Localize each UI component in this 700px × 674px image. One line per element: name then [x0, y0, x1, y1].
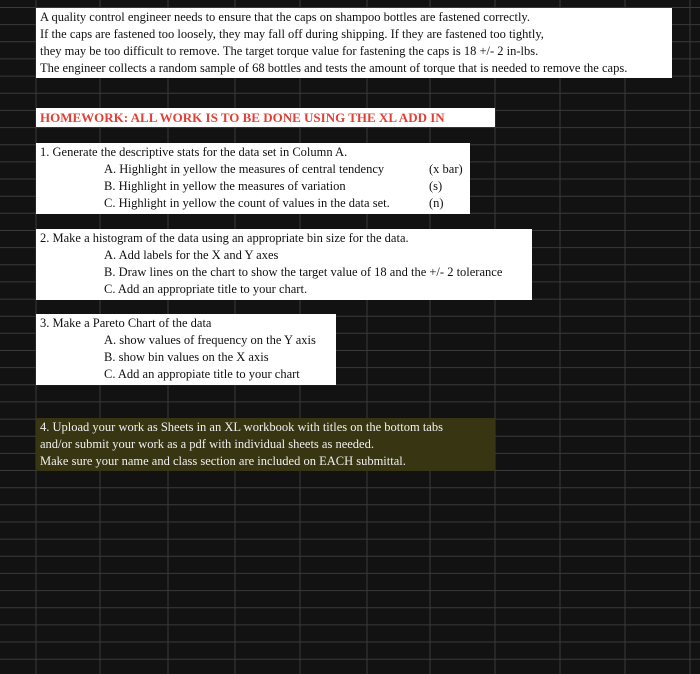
intro-line-4: The engineer collects a random sample of 68 bottles and tests the amount of torque that is needed to remove the caps. — [40, 61, 628, 75]
section-4-line-3: Make sure your name and class section are included on EACH submittal. — [40, 454, 406, 468]
section-3-title: 3. Make a Pareto Chart of the data — [40, 316, 212, 330]
intro-line-1: A quality control engineer needs to ensure that the caps on shampoo bottles are fastened correctly. — [40, 10, 530, 24]
section-1-item-c: C. Highlight in yellow the count of values in the data set. — [104, 196, 390, 210]
section-1-title: 1. Generate the descriptive stats for the data set in Column A. — [40, 145, 348, 159]
section-1-note-c: (n) — [429, 196, 444, 210]
section-2-item-c: C. Add an appropriate title to your chart. — [104, 282, 308, 296]
section-4-line-2: and/or submit your work as a pdf with individual sheets as needed. — [40, 437, 374, 451]
section-1-item-a: A. Highlight in yellow the measures of central tendency — [104, 162, 385, 176]
section-2-item-b: B. Draw lines on the chart to show the target value of 18 and the +/- 2 tolerance — [104, 265, 503, 279]
homework-heading: HOMEWORK: ALL WORK IS TO BE DONE USING THE XL ADD IN — [40, 110, 445, 125]
section-2-item-a: A. Add labels for the X and Y axes — [104, 248, 279, 262]
problem-statement — [36, 8, 672, 78]
section-4-highlighted — [36, 418, 495, 471]
homework-heading-cell — [36, 108, 495, 127]
section-2 — [36, 229, 532, 300]
section-1 — [36, 143, 470, 214]
section-3-item-c: C. Add an appropiate title to your chart — [104, 367, 300, 381]
section-3 — [36, 314, 336, 385]
intro-line-3: they may be too difficult to remove. The target torque value for fastening the caps is 18 +/- 2 in-lbs. — [40, 44, 539, 58]
section-3-item-b: B. show bin values on the X axis — [104, 350, 269, 364]
section-4-line-1: 4. Upload your work as Sheets in an XL workbook with titles on the bottom tabs — [40, 420, 443, 434]
intro-line-2: If the caps are fastened too loosely, they may fall off during shipping. If they are fastened too tightly, — [40, 27, 544, 41]
section-1-note-a: (x bar) — [429, 162, 463, 176]
section-2-title: 2. Make a histogram of the data using an appropriate bin size for the data. — [40, 231, 409, 245]
section-1-note-b: (s) — [429, 179, 443, 193]
section-1-item-b: B. Highlight in yellow the measures of variation — [104, 179, 346, 193]
section-3-item-a: A. show values of frequency on the Y axis — [104, 333, 316, 347]
